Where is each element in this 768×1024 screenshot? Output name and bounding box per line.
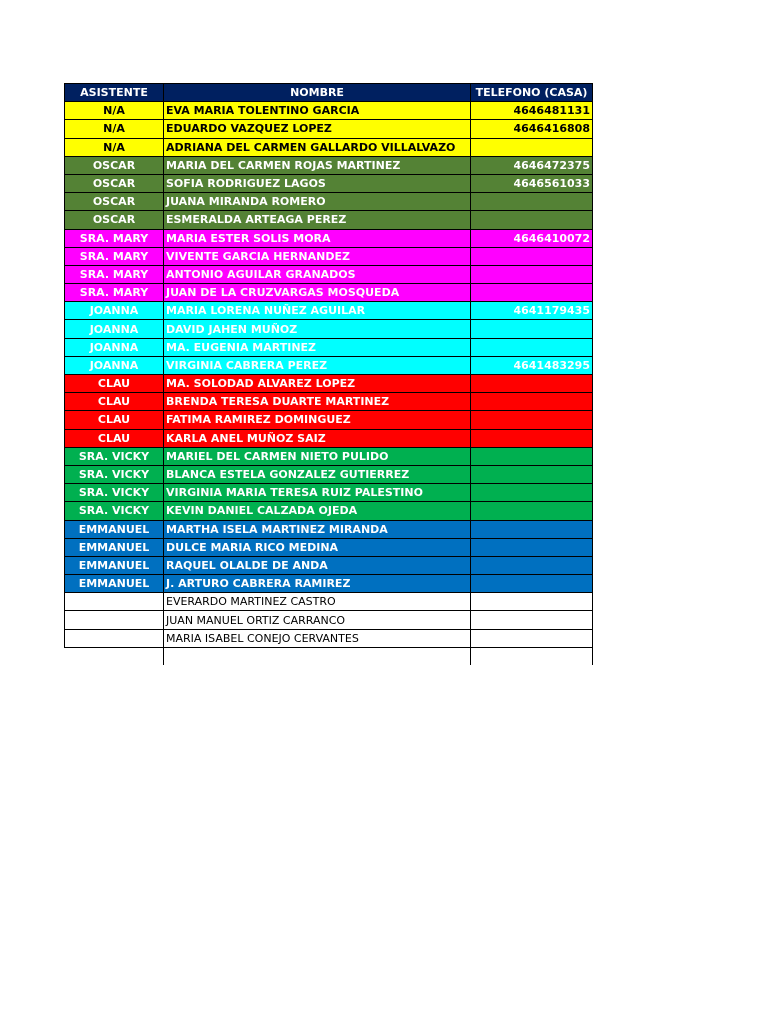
cell-telefono — [471, 611, 593, 629]
table-row — [65, 502, 593, 520]
cell-asistente: EMMANUEL — [65, 520, 164, 538]
cell-telefono — [471, 211, 593, 229]
cell-telefono: 4646410072 — [471, 229, 593, 247]
cell-telefono: 4641179435 — [471, 302, 593, 320]
table-row — [65, 393, 593, 411]
cell-telefono — [471, 320, 593, 338]
cell-asistente: OSCAR — [65, 211, 164, 229]
cell-telefono — [471, 520, 593, 538]
header-asistente: ASISTENTE — [65, 84, 164, 102]
cell-asistente: JOANNA — [65, 302, 164, 320]
cell-telefono — [471, 575, 593, 593]
cell-nombre: MARIA ESTER SOLIS MORA — [164, 229, 471, 247]
cell-nombre: EDUARDO VAZQUEZ LOPEZ — [164, 120, 471, 138]
cell-asistente: SRA. VICKY — [65, 484, 164, 502]
cell-nombre: J. ARTURO CABRERA RAMIREZ — [164, 575, 471, 593]
cell-nombre: BRENDA TERESA DUARTE MARTINEZ — [164, 393, 471, 411]
table-row — [65, 375, 593, 393]
cell-asistente: CLAU — [65, 375, 164, 393]
cell-nombre: JUANA MIRANDA ROMERO — [164, 193, 471, 211]
cell-nombre: MARIA ISABEL CONEJO CERVANTES — [164, 629, 471, 647]
cell-telefono — [471, 629, 593, 647]
cell-asistente: OSCAR — [65, 156, 164, 174]
table-row — [65, 575, 593, 593]
table-row — [65, 538, 593, 556]
cell-telefono: 4646481131 — [471, 102, 593, 120]
cell-telefono — [471, 338, 593, 356]
cell-nombre: VIRGINIA CABRERA PEREZ — [164, 356, 471, 374]
cell-asistente: CLAU — [65, 429, 164, 447]
table-row — [65, 593, 593, 611]
cell-nombre: ESMERALDA ARTEAGA PEREZ — [164, 211, 471, 229]
table-row — [65, 447, 593, 465]
cell-asistente: EMMANUEL — [65, 556, 164, 574]
table-row — [65, 338, 593, 356]
cell-nombre: KEVIN DANIEL CALZADA OJEDA — [164, 502, 471, 520]
cell-nombre: BLANCA ESTELA GONZALEZ GUTIERREZ — [164, 465, 471, 483]
cell-telefono — [471, 538, 593, 556]
cell-asistente: N/A — [65, 138, 164, 156]
table-row — [65, 229, 593, 247]
table-row — [65, 629, 593, 647]
table-row — [65, 247, 593, 265]
cell-asistente: SRA. VICKY — [65, 465, 164, 483]
table-row — [65, 265, 593, 283]
cell-nombre: JUAN MANUEL ORTIZ CARRANCO — [164, 611, 471, 629]
cell-telefono — [471, 429, 593, 447]
cell-asistente: SRA. MARY — [65, 284, 164, 302]
cell-telefono — [471, 502, 593, 520]
table-row — [65, 302, 593, 320]
cell-telefono — [471, 265, 593, 283]
cell-asistente: SRA. MARY — [65, 229, 164, 247]
cell-nombre: MARIEL DEL CARMEN NIETO PULIDO — [164, 447, 471, 465]
header-row — [65, 84, 593, 102]
cell-telefono — [471, 447, 593, 465]
cell-telefono — [471, 284, 593, 302]
cell-asistente: N/A — [65, 120, 164, 138]
table-row — [65, 356, 593, 374]
table-row — [65, 520, 593, 538]
cell-nombre: JUAN DE LA CRUZVARGAS MOSQUEDA — [164, 284, 471, 302]
table-row — [65, 211, 593, 229]
cell-asistente — [65, 647, 164, 665]
cell-nombre: KARLA ANEL MUÑOZ SAIZ — [164, 429, 471, 447]
header-nombre: NOMBRE — [164, 84, 471, 102]
cell-telefono: 4646416808 — [471, 120, 593, 138]
header-telefono: TELEFONO (CASA) — [471, 84, 593, 102]
cell-nombre: MA. EUGENIA MARTINEZ — [164, 338, 471, 356]
cell-asistente: SRA. MARY — [65, 247, 164, 265]
table-row — [65, 284, 593, 302]
cell-telefono: 4641483295 — [471, 356, 593, 374]
cell-asistente: CLAU — [65, 411, 164, 429]
cell-nombre: MARTHA ISELA MARTINEZ MIRANDA — [164, 520, 471, 538]
cell-asistente — [65, 611, 164, 629]
table-row — [65, 429, 593, 447]
cell-nombre: MARIA DEL CARMEN ROJAS MARTINEZ — [164, 156, 471, 174]
cell-asistente: SRA. VICKY — [65, 447, 164, 465]
cell-telefono — [471, 247, 593, 265]
cell-nombre — [164, 647, 471, 665]
cell-telefono — [471, 593, 593, 611]
cell-nombre: VIVENTE GARCIA HERNANDEZ — [164, 247, 471, 265]
contacts-table — [64, 83, 593, 665]
cell-asistente: CLAU — [65, 393, 164, 411]
cell-asistente: EMMANUEL — [65, 575, 164, 593]
cell-nombre: SOFIA RODRIGUEZ LAGOS — [164, 174, 471, 192]
table-row — [65, 120, 593, 138]
table-row — [65, 411, 593, 429]
cell-nombre: DAVID JAHEN MUÑOZ — [164, 320, 471, 338]
cell-telefono — [471, 393, 593, 411]
cell-nombre: EVERARDO MARTINEZ CASTRO — [164, 593, 471, 611]
cell-nombre: EVA MARIA TOLENTINO GARCIA — [164, 102, 471, 120]
table-body — [65, 84, 593, 666]
cell-nombre: DULCE MARIA RICO MEDINA — [164, 538, 471, 556]
table-row — [65, 320, 593, 338]
cell-asistente: N/A — [65, 102, 164, 120]
cell-asistente: JOANNA — [65, 338, 164, 356]
table-row — [65, 138, 593, 156]
cell-asistente: OSCAR — [65, 193, 164, 211]
cell-asistente: JOANNA — [65, 320, 164, 338]
cell-telefono — [471, 138, 593, 156]
table-row — [65, 156, 593, 174]
cell-nombre: RAQUEL OLALDE DE ANDA — [164, 556, 471, 574]
cell-nombre: MARIA LORENA NUÑEZ AGUILAR — [164, 302, 471, 320]
cell-asistente: JOANNA — [65, 356, 164, 374]
table-row — [65, 193, 593, 211]
cell-nombre: ANTONIO AGUILAR GRANADOS — [164, 265, 471, 283]
cell-telefono — [471, 484, 593, 502]
cell-telefono — [471, 465, 593, 483]
cell-telefono: 4646472375 — [471, 156, 593, 174]
cell-nombre: ADRIANA DEL CARMEN GALLARDO VILLALVAZO — [164, 138, 471, 156]
cell-nombre: FATIMA RAMIREZ DOMINGUEZ — [164, 411, 471, 429]
cell-asistente: SRA. MARY — [65, 265, 164, 283]
table-row — [65, 174, 593, 192]
cell-nombre: MA. SOLODAD ALVAREZ LOPEZ — [164, 375, 471, 393]
cell-asistente: SRA. VICKY — [65, 502, 164, 520]
cell-telefono: 4646561033 — [471, 174, 593, 192]
table-row — [65, 484, 593, 502]
cell-asistente — [65, 629, 164, 647]
cell-telefono — [471, 411, 593, 429]
table-row — [65, 556, 593, 574]
cell-asistente: OSCAR — [65, 174, 164, 192]
table-row — [65, 647, 593, 665]
cell-telefono — [471, 556, 593, 574]
table-row — [65, 102, 593, 120]
cell-telefono — [471, 193, 593, 211]
cell-asistente: EMMANUEL — [65, 538, 164, 556]
cell-asistente — [65, 593, 164, 611]
cell-telefono — [471, 375, 593, 393]
cell-telefono — [471, 647, 593, 665]
table-row — [65, 611, 593, 629]
table-row — [65, 465, 593, 483]
cell-nombre: VIRGINIA MARIA TERESA RUIZ PALESTINO — [164, 484, 471, 502]
